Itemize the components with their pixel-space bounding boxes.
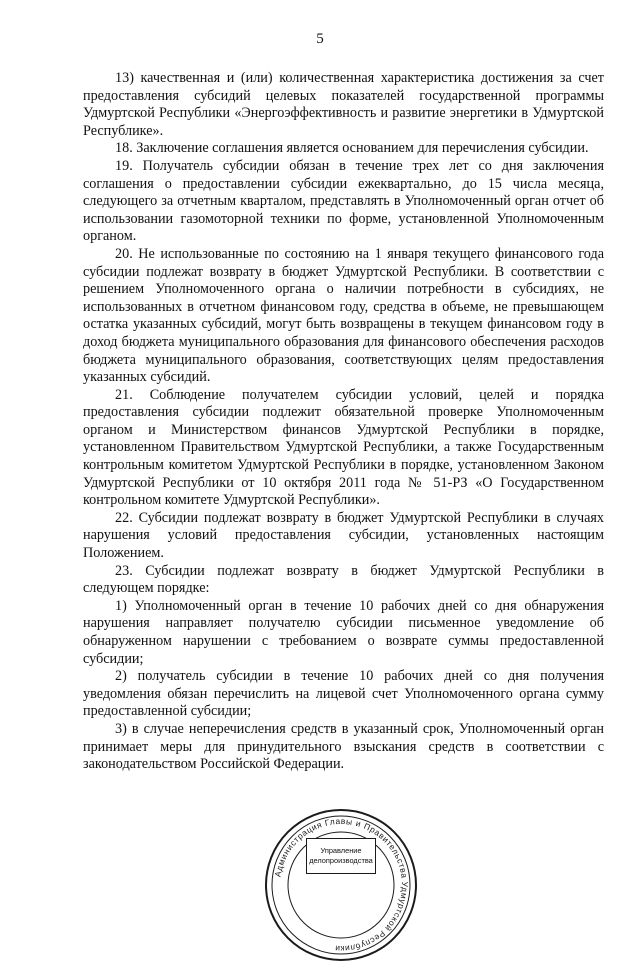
paragraph-23-item-2: 2) получатель субсидии в течение 10 рабочих дней со дня получения уведомления обязан перечислить на лицевой счет Уполномоченного органа сумму предоставленной субсидии; <box>83 668 604 720</box>
stamp-inner-box <box>306 838 376 874</box>
stamp-line-1: Управление <box>320 846 362 855</box>
paragraph-18: 18. Заключение соглашения является основанием для перечисления субсидии. <box>115 140 589 157</box>
document-body <box>83 70 604 774</box>
stamp-ring-icon <box>264 808 418 962</box>
paragraph-19: 19. Получатель субсидии обязан в течение трех лет со дня заключения соглашения о предоставлении субсидии ежеквартально, до 15 числа месяца, следующего за отчетным кварталом, представлять в Уполномоченный орган отчет об использовании газомоторной техники по форме, установленной Уполномоченным органом. <box>83 157 604 245</box>
paragraph-20: 20. Не использованные по состоянию на 1 января текущего финансового года субсидии подлежат возврату в бюджет Удмуртской Республики. В соответствии с решением Уполномоченного органа о наличии потребности в субсидиях, не использованных в отчетном финансовом году, средства в объеме, не превышающем остатка указанных субсидий, могут быть возвращены в текущем финансовом году в доход бюджета муниципального образования для финансового обеспечения расходов бюджета муниципального образования, соответствующих целям предоставления указанных субсидий. <box>83 245 604 386</box>
stamp-line-2: делопроизводства <box>309 856 373 865</box>
stamp-ring-text: Администрация Главы и Правительства Удмуртской Республики <box>272 815 411 955</box>
office-stamp <box>264 808 418 962</box>
page-number: 5 <box>316 31 324 47</box>
svg-text:Администрация Главы и Правител <box>273 816 411 954</box>
paragraph-23: 23. Субсидии подлежат возврату в бюджет Удмуртской Республики в следующем порядке: <box>83 562 604 597</box>
paragraph-21: 21. Соблюдение получателем субсидии условий, целей и порядка предоставления субсидии подлежит обязательной проверке Уполномоченным органом и Министерством финансов Удмуртской Республики в порядке, установленном Правительством Удмуртской Республики, а также Государственным контрольным комитетом Удмуртской Республики в порядке, установленном Законом Удмуртской Республики от 10 октября 2011 года № 51-РЗ «О Государственном контрольном комитете Удмуртской Республики». <box>83 386 604 509</box>
paragraph-13: 13) качественная и (или) количественная характеристика достижения за счет предоставления субсидий целевых показателей государственной программы Удмуртской Республики «Энергоэффективность и развитие энергетики в Удмуртской Республике». <box>83 70 604 139</box>
paragraph-23-item-3: 3) в случае неперечисления средств в указанный срок, Уполномоченный орган принимает меры для принудительного взыскания средств в соответствии с законодательством Российской Федерации. <box>83 720 604 773</box>
paragraph-22: 22. Субсидии подлежат возврату в бюджет Удмуртской Республики в случаях нарушения условий предоставления субсидии, установленных настоящим Положением. <box>83 509 604 562</box>
paragraph-23-item-1: 1) Уполномоченный орган в течение 10 рабочих дней со дня обнаружения нарушения направляет получателю субсидии письменное уведомление об обнаруженном нарушении с требованием о возврате суммы предоставленной субсидии; <box>83 597 604 667</box>
